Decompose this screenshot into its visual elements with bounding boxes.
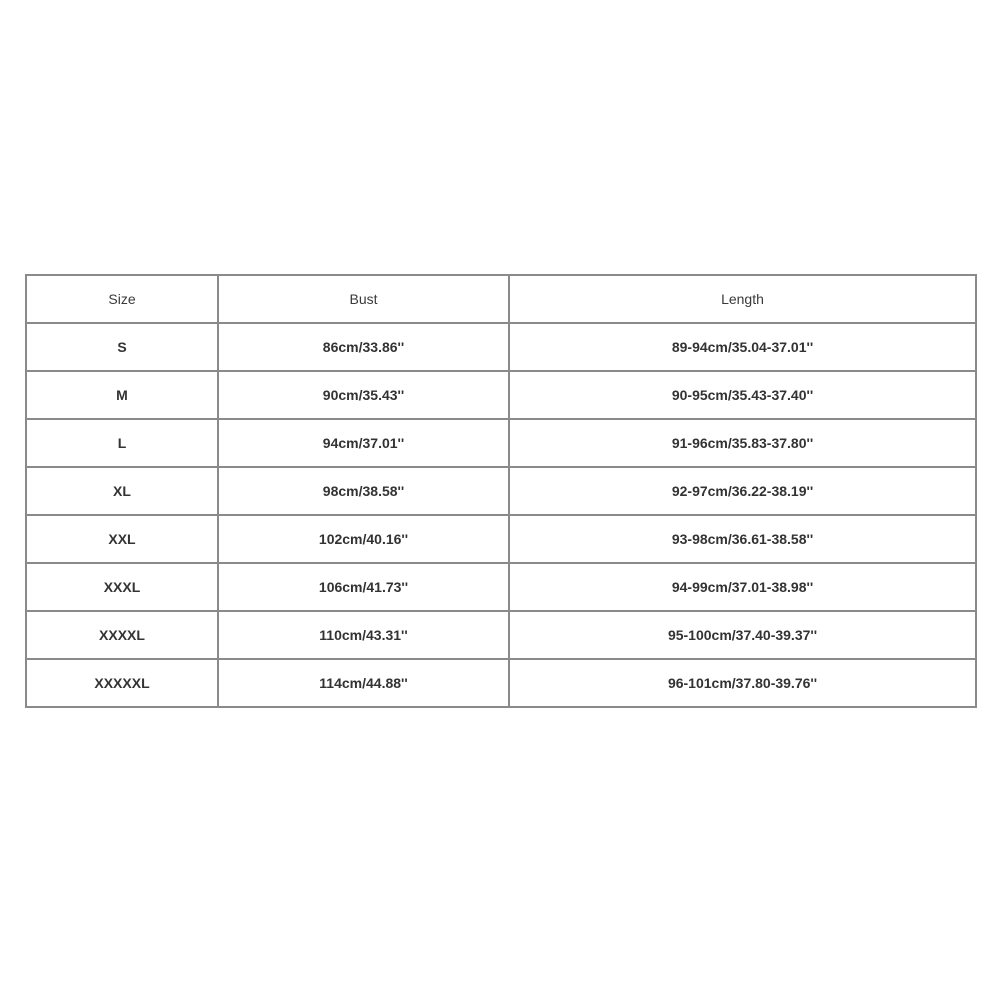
- size-chart-table: [25, 274, 977, 708]
- cell-bust: 90cm/35.43'': [218, 371, 509, 419]
- table-row: [26, 323, 976, 371]
- cell-size: L: [26, 419, 218, 467]
- cell-size: XXXXL: [26, 611, 218, 659]
- cell-size: M: [26, 371, 218, 419]
- cell-bust: 102cm/40.16'': [218, 515, 509, 563]
- table-row: [26, 419, 976, 467]
- cell-length: 95-100cm/37.40-39.37'': [509, 611, 976, 659]
- cell-size: S: [26, 323, 218, 371]
- cell-size: XXL: [26, 515, 218, 563]
- table-row: [26, 467, 976, 515]
- header-row: [26, 275, 976, 323]
- cell-size: XL: [26, 467, 218, 515]
- header-bust: Bust: [218, 275, 509, 323]
- header-length: Length: [509, 275, 976, 323]
- table-row: [26, 563, 976, 611]
- cell-length: 96-101cm/37.80-39.76'': [509, 659, 976, 707]
- header-size: Size: [26, 275, 218, 323]
- cell-length: 92-97cm/36.22-38.19'': [509, 467, 976, 515]
- cell-bust: 106cm/41.73'': [218, 563, 509, 611]
- cell-length: 89-94cm/35.04-37.01'': [509, 323, 976, 371]
- cell-length: 93-98cm/36.61-38.58'': [509, 515, 976, 563]
- cell-bust: 98cm/38.58'': [218, 467, 509, 515]
- cell-length: 94-99cm/37.01-38.98'': [509, 563, 976, 611]
- cell-bust: 110cm/43.31'': [218, 611, 509, 659]
- cell-bust: 86cm/33.86'': [218, 323, 509, 371]
- cell-size: XXXXXL: [26, 659, 218, 707]
- cell-length: 91-96cm/35.83-37.80'': [509, 419, 976, 467]
- cell-bust: 94cm/37.01'': [218, 419, 509, 467]
- table-row: [26, 659, 976, 707]
- cell-size: XXXL: [26, 563, 218, 611]
- table-row: [26, 611, 976, 659]
- table-row: [26, 371, 976, 419]
- cell-bust: 114cm/44.88'': [218, 659, 509, 707]
- cell-length: 90-95cm/35.43-37.40'': [509, 371, 976, 419]
- table-row: [26, 515, 976, 563]
